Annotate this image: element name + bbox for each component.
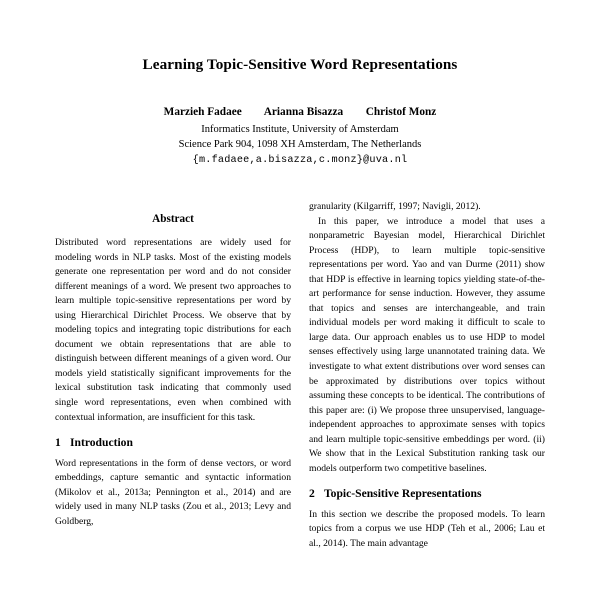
section-title: Topic-Sensitive Representations <box>324 487 482 501</box>
two-column-body <box>55 200 545 600</box>
left-column <box>55 200 291 600</box>
affiliation-line-1: Informatics Institute, University of Amsterdam <box>201 124 399 136</box>
abstract-paragraph: Distributed word representations are widely used for modeling words in NLP tasks. Most of the existing models generate one representation per word and do not consider different meanings of a word. We present two approaches to learn multiple topic-sensitive representations per word by using Hierarchical Dirichlet Process. We observe that by modeling topics and integrating topic distributions for each document we obtain representations that are able to distinguish between different meanings of a given word. Our models yield statistically significant improvements for the lexical substitution task indicating that commonly used single word representations, even when combined with contextual information, are insufficient for this task. <box>55 237 291 423</box>
introduction-paragraph: Word representations in the form of dense vectors, or word embeddings, capture semantic and syntactic information (Mikolov et al., 2013a; Pennington et al., 2014) and are widely used in many NLP tasks (Zou et al., 2013; Levy and Goldberg, <box>55 457 291 527</box>
section-number: 2 <box>309 487 315 501</box>
author-list: Marzieh Fadaee Arianna Bisazza Christof Monz <box>163 106 437 119</box>
author-emails: {m.fadaee,a.bisazza,c.monz}@uva.nl <box>192 155 408 167</box>
right-column <box>309 200 545 600</box>
page-title: Learning Topic-Sensitive Word Representations <box>142 56 458 73</box>
affiliation-block <box>55 119 545 152</box>
section-number: 1 <box>55 436 61 450</box>
section-heading-introduction <box>55 425 291 456</box>
section-heading-topic-sensitive-representations <box>309 476 545 507</box>
section-title: Introduction <box>70 436 133 450</box>
continued-paragraph: granularity (Kilgarriff, 1997; Navigli, 2012). <box>309 201 481 212</box>
section-2-paragraph: In this section we describe the proposed models. To learn topics from a corpus we use HDP (Teh et al., 2006; Lau et al., 2014). The main advantage <box>309 508 545 549</box>
contributions-paragraph: In this paper, we introduce a model that uses a nonparametric Bayesian model, Hierarchical Dirichlet Process (HDP), to learn multiple topic-sensitive representations per word. Yao and van Durme (2011) show that HDP is effective in learning topics yielding state-of-the-art performance for sense induction. However, they assume that topics and senses are interchangeable, and train individual models per word making it difficult to scale to large data. Our approach enables us to use HDP to model senses effectively using large unannotated training data. We investigate to what extent distributions over word senses can be approximated by distributions over topics without assuming these concepts to be identical. The contributions of this paper are: (i) We propose three unsupervised, language-independent approaches to approximate senses with topics and learn multiple topic-sensitive embeddings per word. (ii) We show that in the Lexical Substitution ranking task our models outperform two competitive baselines. <box>309 215 545 474</box>
abstract-heading: Abstract <box>152 213 194 225</box>
affiliation-line-2: Science Park 904, 1098 XH Amsterdam, The Netherlands <box>178 138 422 150</box>
